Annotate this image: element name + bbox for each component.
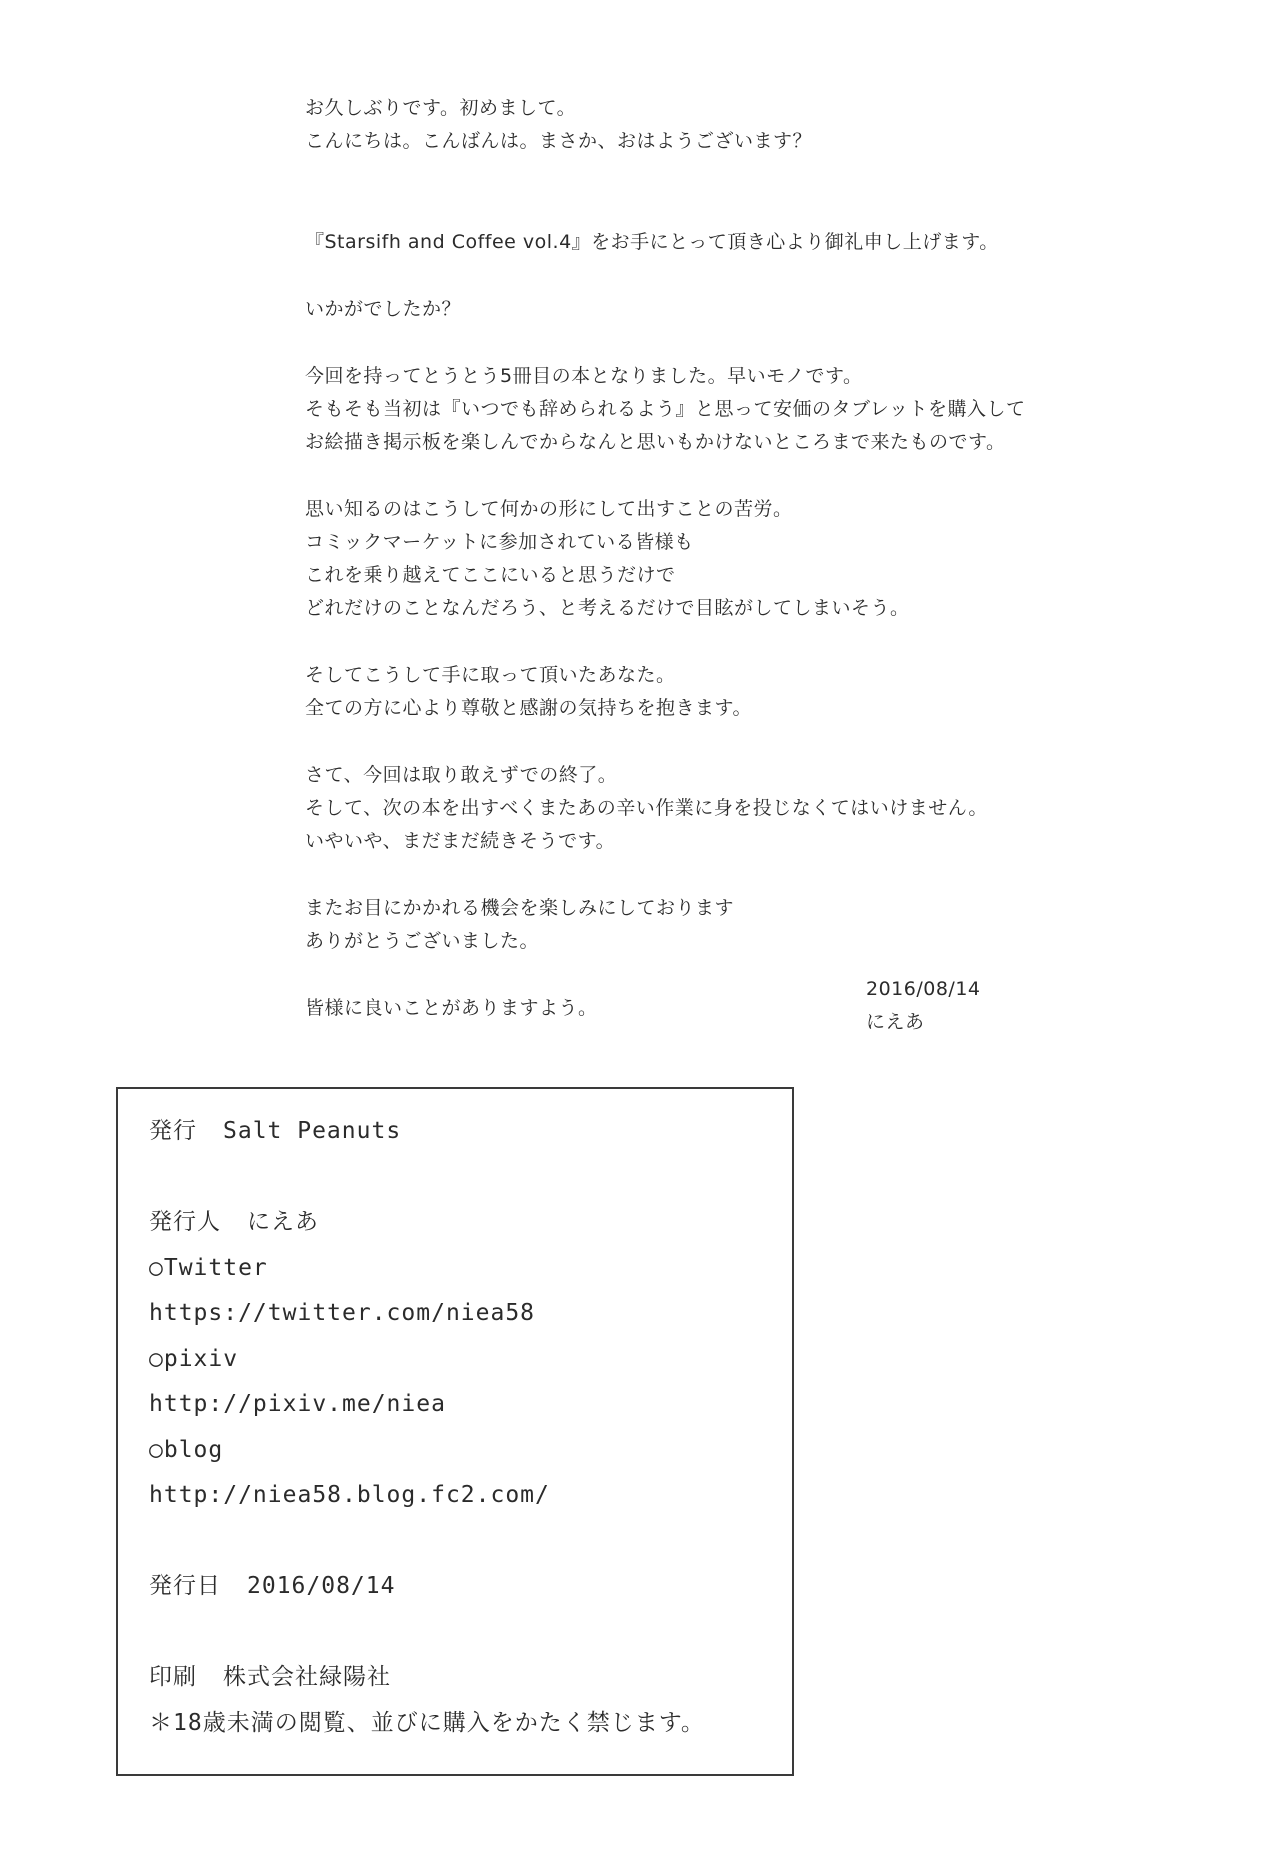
signature-block: [866, 973, 981, 1039]
publisher-value: Salt Peanuts: [223, 1118, 402, 1144]
twitter-label: ○Twitter: [149, 1254, 268, 1281]
pixiv-url: http://pixiv.me/niea: [149, 1391, 446, 1417]
text-line: ありがとうございました。: [305, 930, 540, 952]
thanks-paragraph: [305, 226, 1065, 259]
text-line: いやいや、まだまだ続きそうです。: [305, 830, 616, 852]
twitter-url: https://twitter.com/niea58: [149, 1300, 536, 1326]
text-line: そして、次の本を出すべくまたあの辛い作業に身を投じなくてはいけません。: [305, 797, 988, 819]
text-line: そもそも当初は『いつでも辞められるよう』と思って安価のタブレットを購入して: [305, 398, 1026, 420]
text-line: さて、今回は取り敢えずでの終了。: [305, 764, 618, 786]
publisher-label: 発行: [149, 1118, 197, 1144]
publisher-row: [149, 1109, 779, 1155]
text-line: これを乗り越えてここにいると思うだけで: [305, 564, 676, 586]
blog-url: http://niea58.blog.fc2.com/: [149, 1482, 550, 1508]
signature-name: にえあ: [866, 1011, 925, 1033]
text-line: お絵描き掲示板を楽しんでからなんと思いもかけないところまで来たものです。: [305, 431, 1006, 453]
age-restriction-notice: ＊18歳未満の閲覧、並びに購入をかたく禁じます。: [149, 1709, 705, 1736]
date-row: [149, 1564, 779, 1610]
date-value: 2016/08/14: [247, 1573, 396, 1599]
history-paragraph: [305, 360, 1065, 459]
text-line: 今回を持ってとうとう5冊目の本となりました。早いモノです。: [305, 365, 863, 387]
text-line: いかがでしたか？: [305, 298, 462, 320]
pixiv-label: ○pixiv: [149, 1345, 239, 1372]
spacer: [149, 1155, 779, 1201]
text-line: またお目にかかれる機会を楽しみにしております: [305, 897, 735, 919]
text-line: そしてこうして手に取って頂いたあなた。: [305, 664, 676, 686]
colophon-content: [149, 1109, 779, 1746]
author-label: 発行人: [149, 1209, 221, 1235]
text-line: こんにちは。こんばんは。まさか、おはようございます？: [305, 130, 813, 152]
text-line: お久しぶりです。初めまして。: [305, 97, 577, 119]
text-line: 全ての方に心より尊敬と感謝の気持ちを抱きます。: [305, 697, 752, 719]
afterword-letter: [305, 92, 1065, 1059]
colophon-box: [116, 1087, 794, 1776]
reflection-paragraph: [305, 493, 1065, 625]
greeting-paragraph: [305, 92, 1065, 158]
spacer: [149, 1610, 779, 1656]
text-line: 『Starsifh and Coffee vol.4』をお手にとって頂き心より御礼申し上げます。: [305, 231, 999, 253]
author-value: にえあ: [247, 1209, 319, 1235]
question-paragraph: [305, 293, 1065, 326]
blog-label: ○blog: [149, 1436, 224, 1463]
printer-label: 印刷: [149, 1664, 197, 1690]
printer-row: [149, 1655, 779, 1701]
farewell-paragraph: [305, 892, 1065, 958]
printer-value: 株式会社緑陽社: [223, 1664, 391, 1690]
text-line: 思い知るのはこうして何かの形にして出すことの苦労。: [305, 498, 793, 520]
author-row: [149, 1200, 779, 1246]
text-line: コミックマーケットに参加されている皆様も: [305, 531, 694, 553]
spacer: [149, 1519, 779, 1565]
gratitude-paragraph: [305, 659, 1065, 725]
signature-date: 2016/08/14: [866, 978, 981, 1000]
date-label: 発行日: [149, 1573, 221, 1599]
text-line: どれだけのことなんだろう、と考えるだけで目眩がしてしまいそう。: [305, 597, 910, 619]
closing-paragraph: [305, 759, 1065, 858]
text-line: 皆様に良いことがありますよう。: [305, 997, 598, 1019]
